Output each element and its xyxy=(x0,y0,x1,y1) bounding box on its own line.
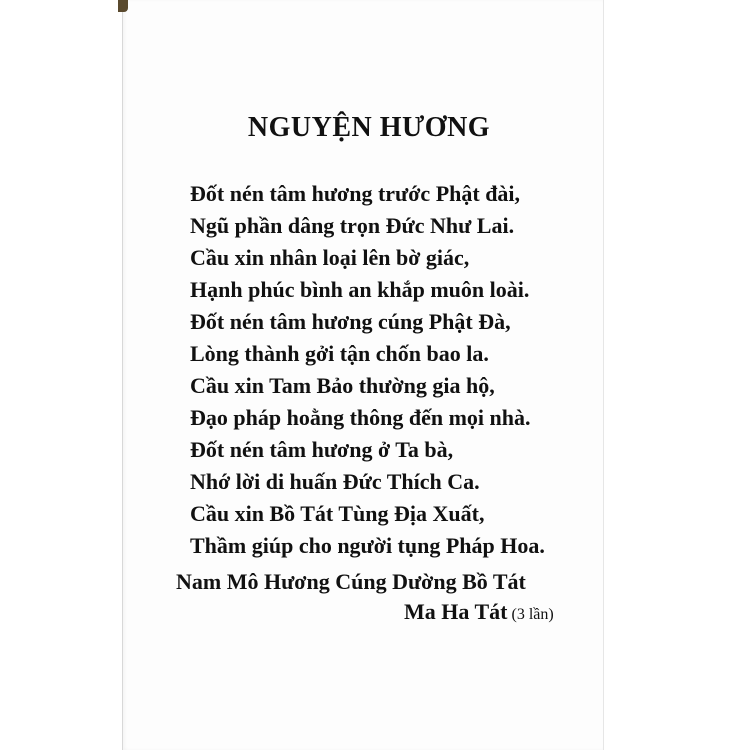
verse-line: Cầu xin nhân loại lên bờ giác, xyxy=(190,245,470,270)
verse-line: Đốt nén tâm hương ở Ta bà, xyxy=(190,437,454,462)
verse-line: Hạnh phúc bình an khắp muôn loài. xyxy=(190,277,530,302)
verse-list xyxy=(190,178,545,562)
closing-invocation-tail: Ma Ha Tát xyxy=(404,599,508,624)
page-title: NGUYỆN HƯƠNG xyxy=(247,112,491,143)
verse-line: Nhớ lời di huấn Đức Thích Ca. xyxy=(190,469,480,494)
verse-line: Cầu xin Bồ Tát Tùng Địa Xuất, xyxy=(190,501,485,526)
verse-line: Lòng thành gởi tận chốn bao la. xyxy=(190,341,489,366)
verse-line: Đốt nén tâm hương trước Phật đài, xyxy=(190,181,521,206)
binding-mark xyxy=(118,0,128,12)
verse-line: Cầu xin Tam Bảo thường gia hộ, xyxy=(190,373,495,398)
verse-line: Đốt nén tâm hương cúng Phật Đà, xyxy=(190,309,511,334)
verse-line: Đạo pháp hoằng thông đến mọi nhà. xyxy=(190,405,531,430)
closing-invocation: Nam Mô Hương Cúng Dường Bồ Tát xyxy=(176,569,526,594)
verse-line: Thầm giúp cho người tụng Pháp Hoa. xyxy=(190,533,545,558)
verse-line: Ngũ phần dâng trọn Đức Như Lai. xyxy=(190,213,515,238)
closing-invocation-end xyxy=(404,597,554,630)
repeat-note: (3 lần) xyxy=(511,606,554,623)
